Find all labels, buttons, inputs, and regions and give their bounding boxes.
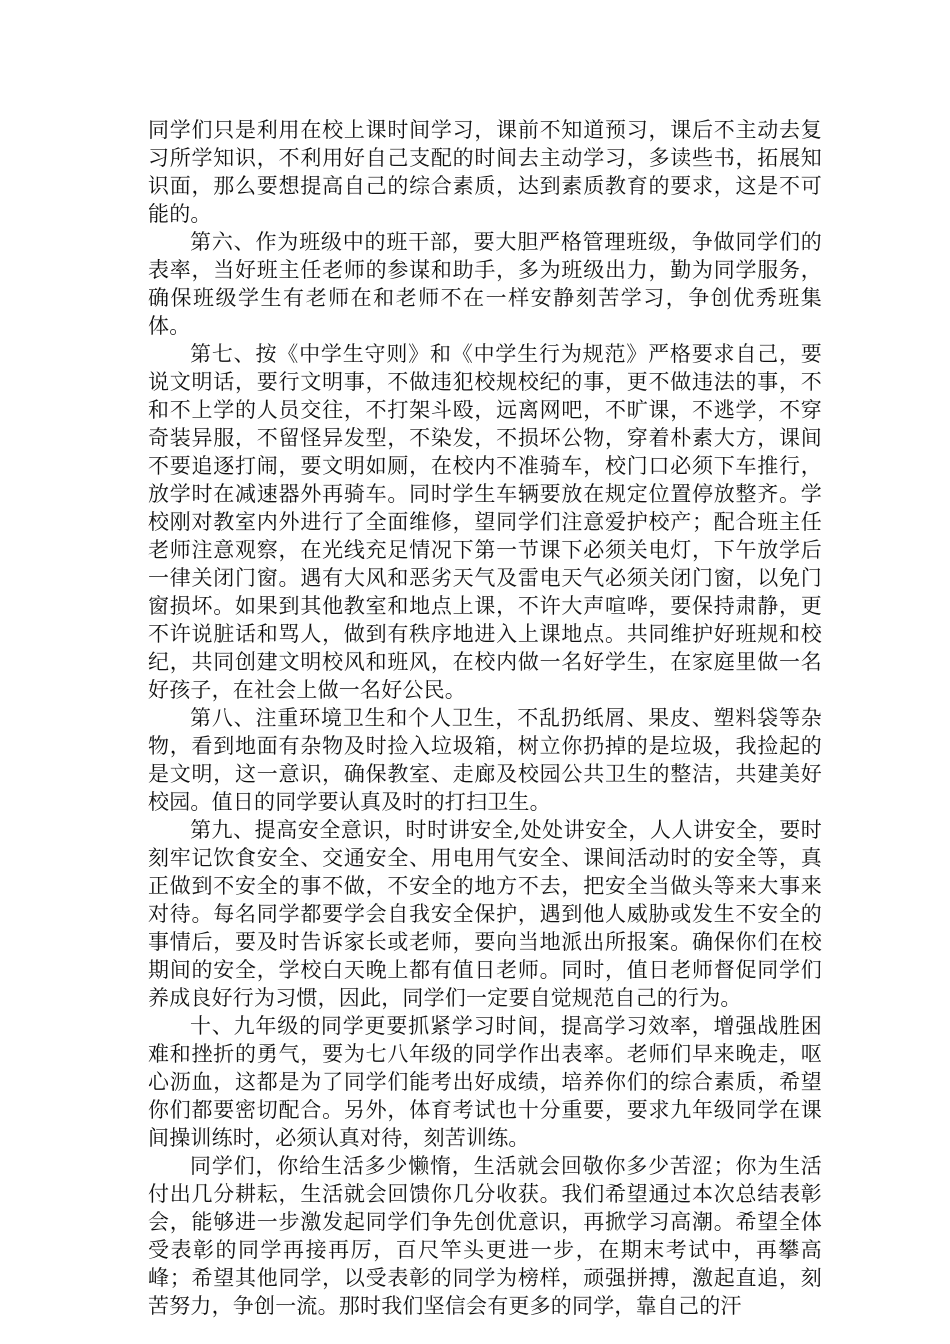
paragraph-5: 第九、提高安全意识，时时讲安全,处处讲安全，人人讲安全，要时刻牢记饮食安全、交通安全、用电用气安全、课间活动时的安全等，真正做到不安全的事不做，不安全的地方不去，把安全当做头等来大事来对待。每名同学都要学会自我安全保护，遇到他人威胁或发生不安全的事情后，要及时告诉家长或老师，要向当地派出所报案。确保你们在校期间的安全，学校白天晚上都有值日老师。同时，值日老师督促同学们养成良好行为习惯，因此，同学们一定要自觉规范自己的行为。 bbox=[148, 818, 822, 1010]
document-body bbox=[148, 116, 822, 1320]
paragraph-4: 第八、注重环境卫生和个人卫生，不乱扔纸屑、果皮、塑料袋等杂物，看到地面有杂物及时捡入垃圾箱，树立你扔掉的是垃圾，我捡起的是文明，这一意识，确保教室、走廊及校园公共卫生的整洁，共建美好校园。值日的同学要认真及时的打扫卫生。 bbox=[148, 706, 822, 814]
paragraph-2: 第六、作为班级中的班干部，要大胆严格管理班级，争做同学们的表率，当好班主任老师的参谋和助手，多为班级出力，勤为同学服务，确保班级学生有老师在和老师不在一样安静刻苦学习，争创优秀班集体。 bbox=[148, 230, 822, 338]
paragraph-3: 第七、按《中学生守则》和《中学生行为规范》严格要求自己，要说文明话，要行文明事，不做违犯校规校纪的事，更不做违法的事，不和不上学的人员交往，不打架斗殴，远离网吧，不旷课，不逃学，不穿奇装异服，不留怪异发型，不染发，不损坏公物，穿着朴素大方，课间不要追逐打闹，要文明如厕，在校内不准骑车，校门口必须下车推行，放学时在减速器外再骑车。同时学生车辆要放在规定位置停放整齐。学校刚对教室内外进行了全面维修，望同学们注意爱护校产；配合班主任老师注意观察，在光线充足情况下第一节课下必须关电灯，下午放学后一律关闭门窗。遇有大风和恶劣天气及雷电天气必须关闭门窗，以免门窗损坏。如果到其他教室和地点上课，不许大声喧哗，要保持肃静，更不许说脏话和骂人，做到有秩序地进入上课地点。共同维护好班规和校纪，共同创建文明校风和班风，在校内做一名好学生，在家庭里做一名好孩子，在社会上做一名好公民。 bbox=[148, 342, 822, 702]
paragraph-6: 十、九年级的同学更要抓紧学习时间，提高学习效率，增强战胜困难和挫折的勇气，要为七八年级的同学作出表率。老师们早来晚走，呕心沥血，这都是为了同学们能考出好成绩，培养你们的综合素质，希望你们都要密切配合。另外，体育考试也十分重要，要求九年级同学在课间操训练时，必须认真对待，刻苦训练。 bbox=[148, 1014, 822, 1150]
paragraph-1: 同学们只是利用在校上课时间学习，课前不知道预习，课后不主动去复习所学知识，不利用好自己支配的时间去主动学习，多读些书，拓展知识面，那么要想提高自己的综合素质，达到素质教育的要求，这是不可能的。 bbox=[148, 118, 822, 226]
paragraph-7: 同学们，你给生活多少懒惰，生活就会回敬你多少苦涩；你为生活付出几分耕耘，生活就会回馈你几分收获。我们希望通过本次总结表彰会，能够进一步激发起同学们争先创优意识，再掀学习高潮。希望全体受表彰的同学再接再厉，百尺竿头更进一步，在期末考试中，再攀高峰；希望其他同学，以受表彰的同学为榜样，顽强拼搏，激起直追，刻苦努力，争创一流。那时我们坚信会有更多的同学，靠自己的汗 bbox=[148, 1154, 822, 1318]
